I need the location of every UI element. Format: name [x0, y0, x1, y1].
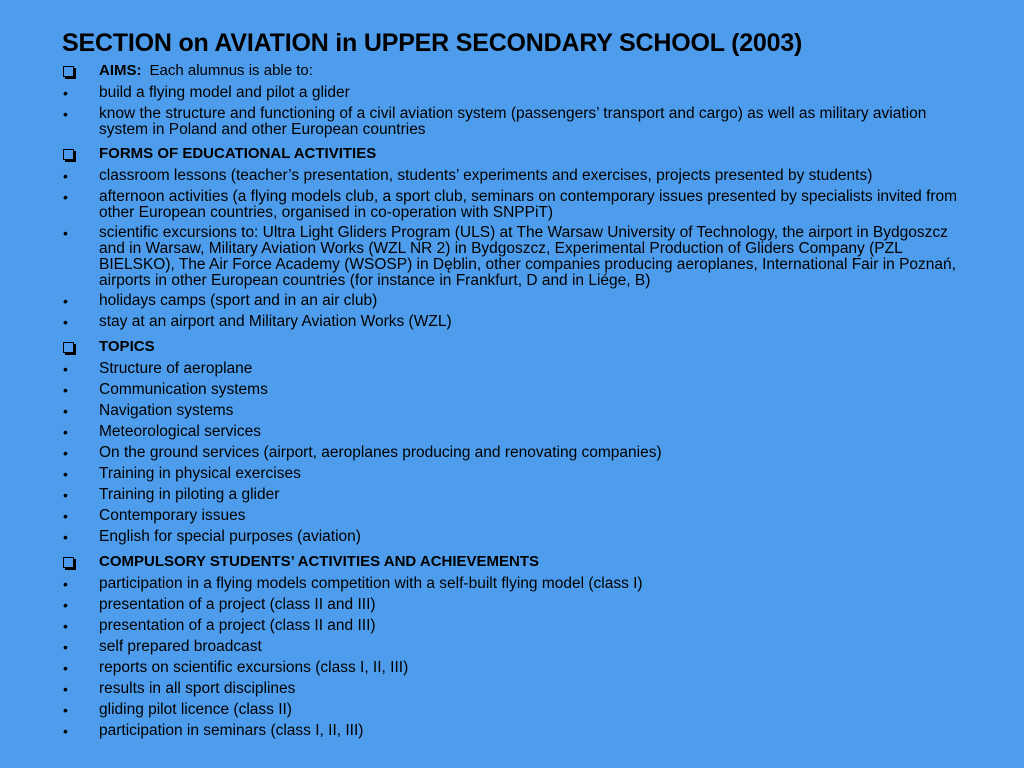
- bullet-dot-icon: •: [63, 445, 68, 461]
- bullet-dot-icon: •: [63, 168, 68, 184]
- section-forms: [62, 144, 974, 333]
- bullet-dot-icon: •: [63, 314, 68, 330]
- section-heading: FORMS OF EDUCATIONAL ACTIVITIES: [99, 145, 377, 162]
- bullet-dot-icon: •: [63, 508, 68, 524]
- slide-title: SECTION on AVIATION in UPPER SECONDARY SCHOOL (2003): [62, 29, 803, 57]
- bullet-dot-icon: •: [63, 225, 68, 241]
- bullet-dot-icon: •: [63, 487, 68, 503]
- bullet-dot-icon: •: [63, 597, 68, 613]
- list-item: • gliding pilot licence (class II): [63, 701, 292, 718]
- list-item: • Training in physical exercises: [63, 465, 301, 482]
- bullet-dot-icon: •: [63, 660, 68, 676]
- section-heading: COMPULSORY STUDENTS’ ACTIVITIES AND ACHIEVEMENTS: [99, 553, 540, 570]
- list-item: • Communication systems: [63, 381, 268, 398]
- section-topics: [62, 337, 974, 548]
- list-item: • presentation of a project (class II and III): [63, 617, 376, 634]
- section-heading-desc: Each alumnus is able to:: [149, 62, 313, 79]
- list-item: • reports on scientific excursions (class I, II, III): [63, 659, 409, 676]
- list-item: • afternoon activities (a flying models club, a sport club, seminars on contemporary issues presented by specialists invited from other European countries, organised in co-operation with SNPPiT): [63, 188, 958, 221]
- section-heading-line: [62, 552, 974, 574]
- bullet-dot-icon: •: [63, 639, 68, 655]
- list-item: • English for special purposes (aviation): [63, 528, 361, 545]
- bullet-dot-icon: •: [63, 723, 68, 739]
- list-item: • know the structure and functioning of a civil aviation system (passengers’ transport and cargo) as well as military aviation system in Poland and other European countries: [63, 105, 927, 138]
- list-item: • Training in piloting a glider: [63, 486, 280, 503]
- list-item: • self prepared broadcast: [63, 638, 262, 655]
- list-item: • classroom lessons (teacher’s presentation, students’ experiments and exercises, projects presented by students): [63, 167, 873, 184]
- bullet-dot-icon: •: [63, 466, 68, 482]
- section-heading: AIMS:: [99, 62, 142, 79]
- bullet-dot-icon: •: [63, 618, 68, 634]
- bullet-dot-icon: •: [63, 85, 68, 101]
- bullet-dot-icon: •: [63, 424, 68, 440]
- list-item: • Structure of aeroplane: [63, 360, 253, 377]
- bullet-dot-icon: •: [63, 403, 68, 419]
- section-compulsory: [62, 552, 974, 742]
- list-item: • On the ground services (airport, aeroplanes producing and renovating companies): [63, 444, 662, 461]
- checkbox-square-icon: [63, 342, 74, 353]
- checkbox-square-icon: [63, 66, 74, 77]
- section-heading-line: [62, 61, 974, 83]
- bullet-dot-icon: •: [63, 293, 68, 309]
- section-aims: [62, 61, 974, 140]
- list-item: • holidays camps (sport and in an air club): [63, 292, 378, 309]
- checkbox-square-icon: [63, 149, 74, 160]
- list-item: • Meteorological services: [63, 423, 261, 440]
- section-heading-line: [62, 144, 974, 166]
- section-heading-line: [62, 337, 974, 359]
- list-item: • participation in a flying models competition with a self-built flying model (class I): [63, 575, 643, 592]
- bullet-dot-icon: •: [63, 189, 68, 205]
- bullet-dot-icon: •: [63, 106, 68, 122]
- section-heading: TOPICS: [99, 338, 155, 355]
- checkbox-square-icon: [63, 557, 74, 568]
- bullet-dot-icon: •: [63, 576, 68, 592]
- list-item: • Contemporary issues: [63, 507, 246, 524]
- list-item: • build a flying model and pilot a glider: [63, 84, 350, 101]
- list-item: • Navigation systems: [63, 402, 234, 419]
- bullet-dot-icon: •: [63, 361, 68, 377]
- bullet-dot-icon: •: [63, 382, 68, 398]
- bullet-dot-icon: •: [63, 681, 68, 697]
- list-item: • presentation of a project (class II and III): [63, 596, 376, 613]
- bullet-dot-icon: •: [63, 702, 68, 718]
- list-item: • results in all sport disciplines: [63, 680, 296, 697]
- list-item: • scientific excursions to: Ultra Light Gliders Program (ULS) at The Warsaw University of Technology, the airport in Bydgoszcz and in Warsaw, Military Aviation Works (WZL NR 2) in Bydgoszcz, Experimental Production of Gliders Company (PZL BIELSKO), The Air Force Academy (WSOSP) in Dęblin, other companies producing aeroplanes, International Fair in Poznań, airports in other European countries (for instance in Frankfurt, D and in Liége, B): [63, 224, 956, 289]
- bullet-dot-icon: •: [63, 529, 68, 545]
- list-item: • participation in seminars (class I, II, III): [63, 722, 364, 739]
- list-item: • stay at an airport and Military Aviation Works (WZL): [63, 313, 452, 330]
